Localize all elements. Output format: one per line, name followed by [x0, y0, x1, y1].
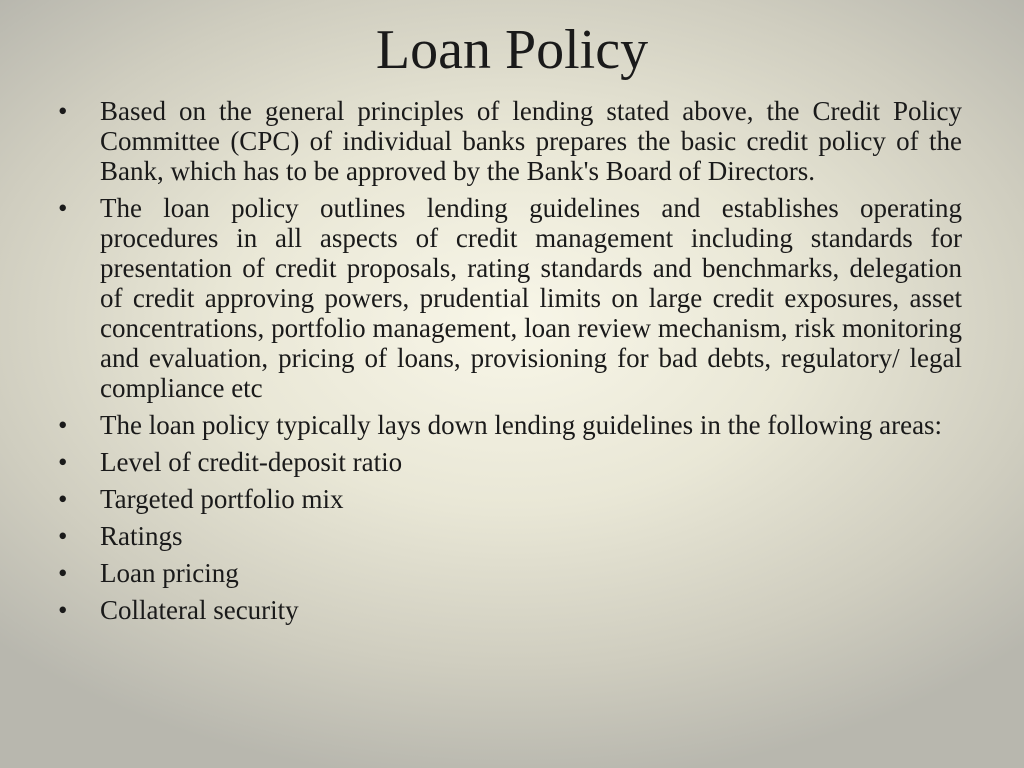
bullet-item-5: [56, 484, 962, 514]
bullet-icon: •: [58, 521, 68, 551]
bullet-icon: •: [58, 96, 68, 126]
bullet-text: Collateral security: [100, 595, 299, 625]
bullet-icon: •: [58, 484, 68, 514]
slide-title: Loan Policy: [375, 19, 649, 81]
bullet-text: The loan policy typically lays down lending guidelines in the following areas:: [100, 410, 943, 440]
bullet-icon: •: [58, 447, 68, 477]
bullet-text: Ratings: [100, 521, 183, 551]
bullet-text: Level of credit-deposit ratio: [100, 447, 403, 477]
bullet-text: Based on the general principles of lending stated above, the Credit Policy Committee (CPC) of individual banks prepares the basic credit policy of the Bank, which has to be approved by the Bank's Board of Directors.: [100, 96, 962, 186]
bullet-item-6: [56, 521, 962, 551]
bullet-text: Loan pricing: [100, 558, 239, 588]
bullet-item-8: [56, 595, 962, 625]
bullet-text: Targeted portfolio mix: [100, 484, 344, 514]
bullet-text: The loan policy outlines lending guidelines and establishes operating procedures in all aspects of credit management including standards for presentation of credit proposals, rating standards and benchmarks, delegation of credit approving powers, prudential limits on large credit exposures, asset concentrations, portfolio management, loan review mechanism, risk monitoring and evaluation, pricing of loans, provisioning for bad debts, regulatory/ legal compliance etc: [100, 193, 962, 403]
bullet-item-2: [56, 193, 962, 403]
bullet-icon: •: [58, 595, 68, 625]
bullet-item-1: [56, 96, 962, 186]
bullet-item-3: [56, 410, 962, 440]
bullet-icon: •: [58, 193, 68, 223]
bullet-item-4: [56, 447, 962, 477]
bullet-list: [56, 96, 962, 632]
bullet-item-7: [56, 558, 962, 588]
bullet-icon: •: [58, 558, 68, 588]
bullet-icon: •: [58, 410, 68, 440]
